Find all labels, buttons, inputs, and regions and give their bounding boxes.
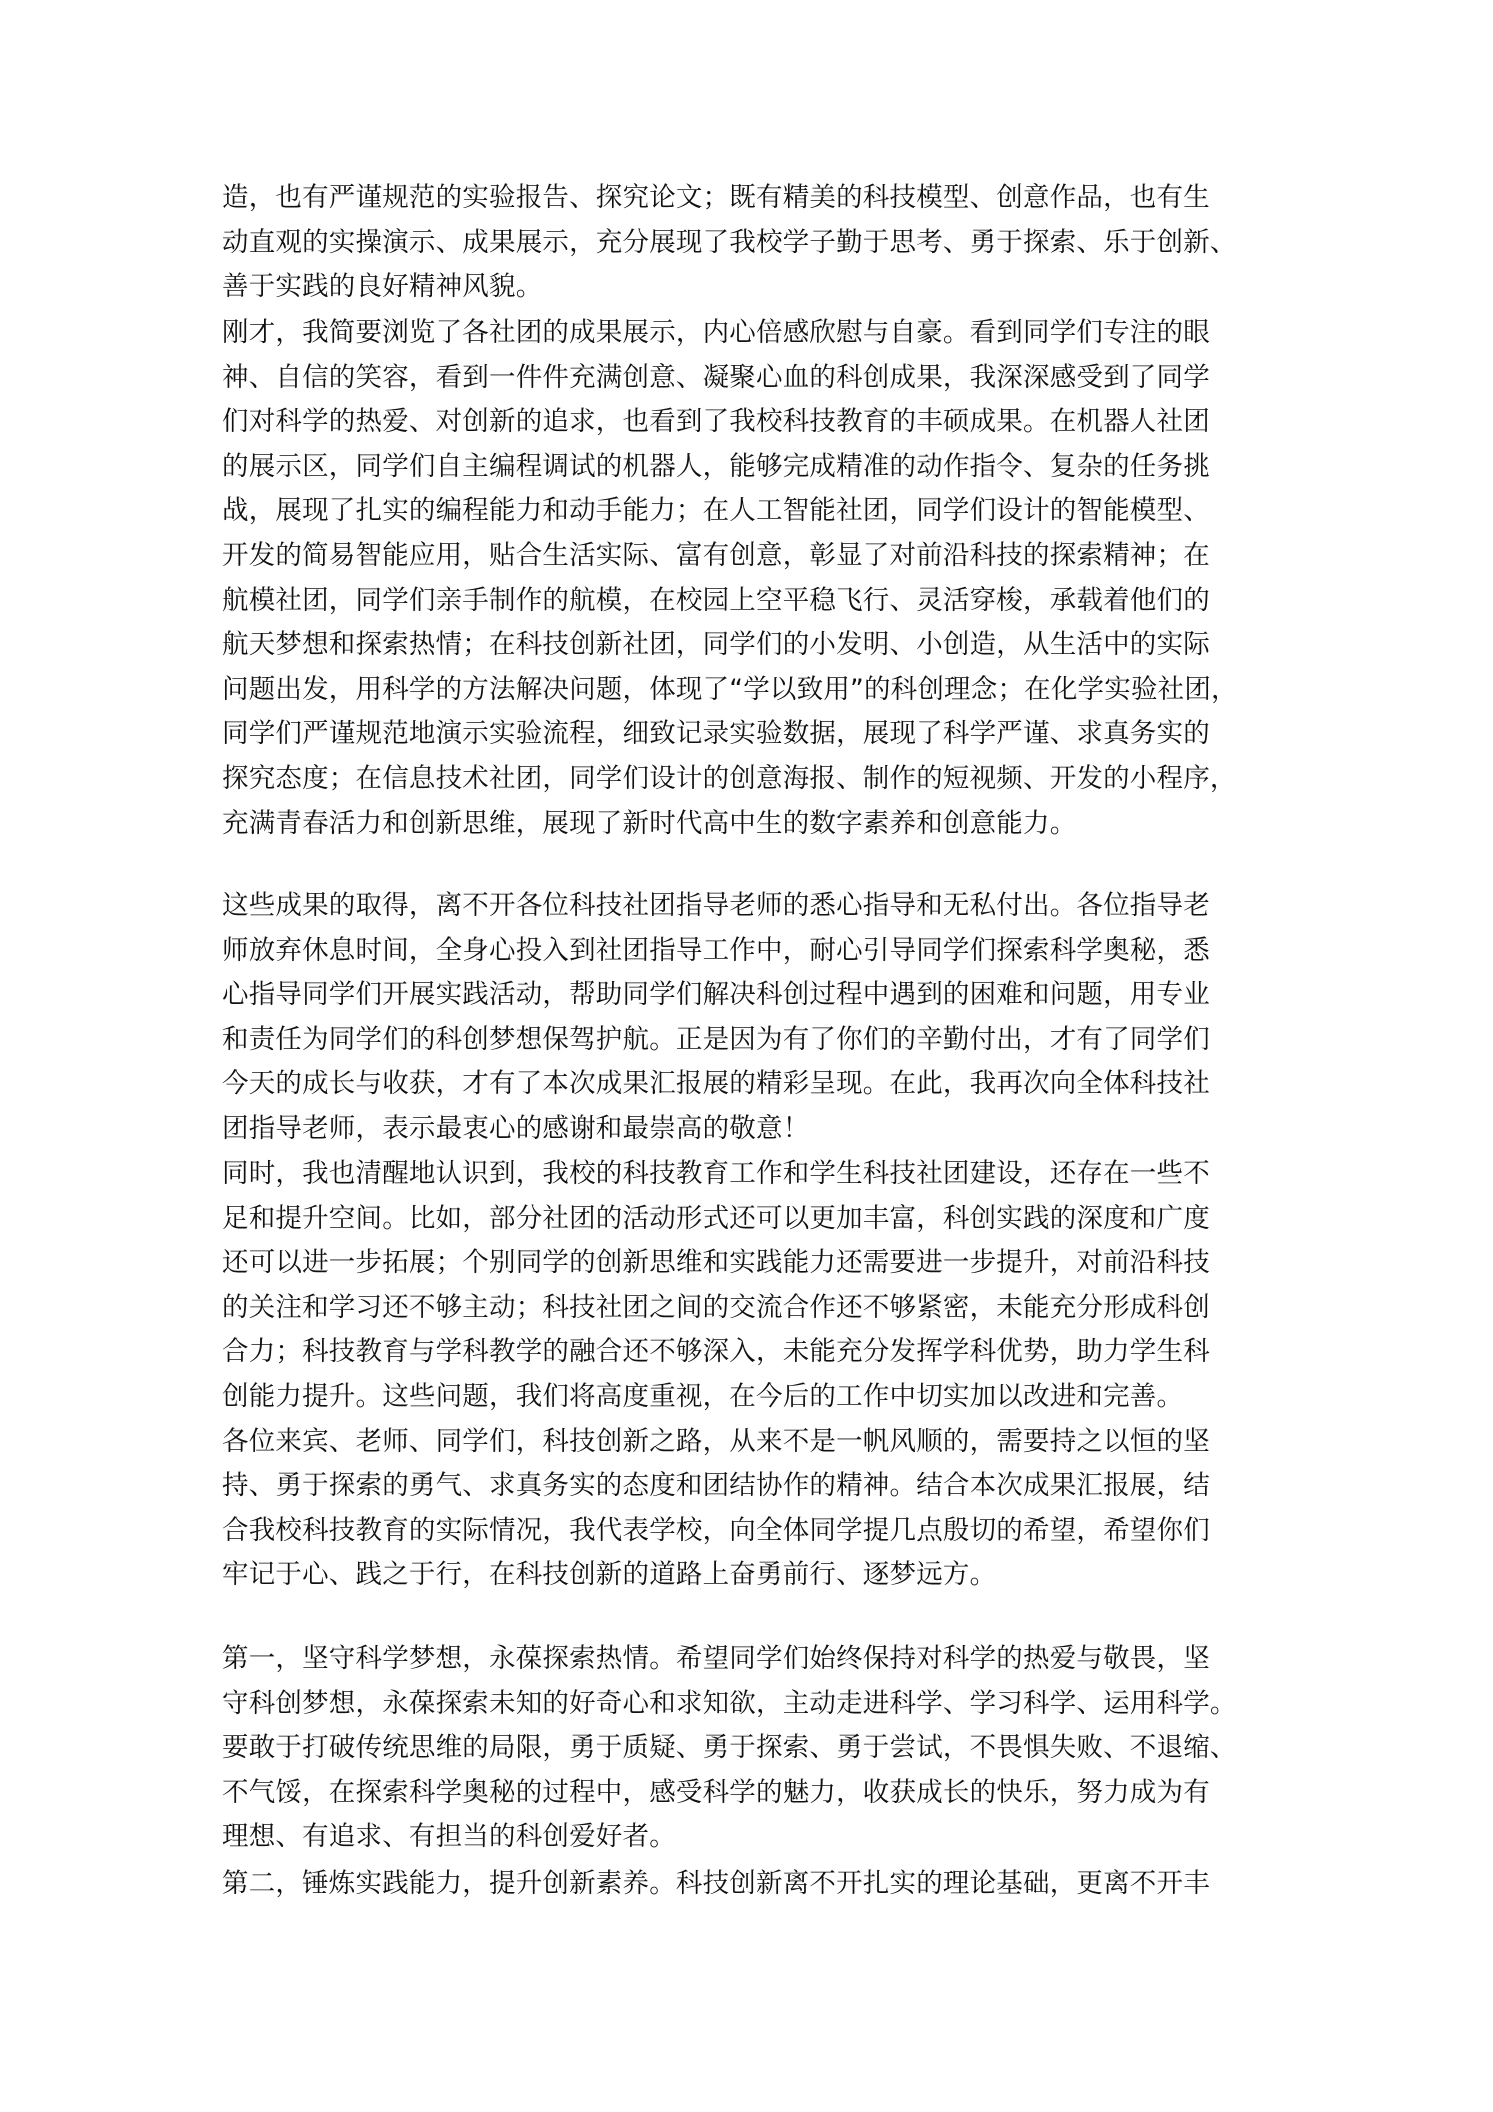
text-line: 航模社团，同学们亲手制作的航模，在校园上空平稳飞行、灵活穿梭，承载着他们的	[222, 584, 1210, 616]
text-line: 造，也有严谨规范的实验报告、探究论文；既有精美的科技模型、创意作品，也有生	[222, 182, 1210, 213]
text-line: 充满青春活力和创新思维，展现了新时代高中生的数字素养和创意能力。	[222, 807, 1077, 839]
text-line: 团指导老师，表示最衷心的感谢和最崇高的敬意！	[222, 1112, 810, 1144]
text-line: 同学们严谨规范地演示实验流程，细致记录实验数据，展现了科学严谨、求真务实的	[222, 718, 1210, 750]
text-line: 开发的简易智能应用，贴合生活实际、富有创意，彰显了对前沿科技的探索精神；在	[222, 539, 1210, 571]
paragraph-6	[222, 1862, 1292, 1907]
text-line: 航天梦想和探索热情；在科技创新社团，同学们的小发明、小创造，从生活中的实际	[222, 629, 1210, 661]
text-line: 第二，锤炼实践能力，提升创新素养。科技创新离不开扎实的理论基础，更离不开丰	[222, 1868, 1210, 1899]
text-line: 合力；科技教育与学科教学的融合还不够深入，未能充分发挥学科优势，助力学生科	[222, 1336, 1210, 1368]
text-line: 动直观的实操演示、成果展示，充分展现了我校学子勤于思考、勇于探索、乐于创新、	[222, 226, 1237, 258]
paragraph-4	[222, 1152, 1292, 1598]
text-line: 的展示区，同学们自主编程调试的机器人，能够完成精准的动作指令、复杂的任务挑	[222, 450, 1210, 482]
text-line: 还可以进一步拓展；个别同学的创新思维和实践能力还需要进一步提升，对前沿科技	[222, 1247, 1210, 1279]
text-line: 的关注和学习还不够主动；科技社团之间的交流合作还不够紧密，未能充分形成科创	[222, 1291, 1210, 1323]
text-line: 不气馁，在探索科学奥秘的过程中，感受科学的魅力，收获成长的快乐，努力成为有	[222, 1776, 1210, 1808]
paragraph-2	[222, 311, 1292, 846]
paragraph-1	[222, 176, 1292, 310]
text-line: 创能力提升。这些问题，我们将高度重视，在今后的工作中切实加以改进和完善。	[222, 1380, 1184, 1412]
text-line: 和责任为同学们的科创梦想保驾护航。正是因为有了你们的辛勤付出，才有了同学们	[222, 1023, 1210, 1055]
text-line: 各位来宾、老师、同学们，科技创新之路，从来不是一帆风顺的，需要持之以恒的坚	[222, 1425, 1210, 1457]
text-line: 同时，我也清醒地认识到，我校的科技教育工作和学生科技社团建设，还存在一些不	[222, 1158, 1210, 1189]
text-line: 理想、有追求、有担当的科创爱好者。	[222, 1821, 676, 1853]
text-line: 探究态度；在信息技术社团，同学们设计的创意海报、制作的短视频、开发的小程序，	[222, 762, 1237, 794]
paragraph-5	[222, 1637, 1292, 1860]
text-line: 心指导同学们开展实践活动，帮助同学们解决科创过程中遇到的困难和问题，用专业	[222, 979, 1210, 1011]
text-line: 持、勇于探索的勇气、求真务实的态度和团结协作的精神。结合本次成果汇报展，结	[222, 1470, 1210, 1502]
text-line: 神、自信的笑容，看到一件件充满创意、凝聚心血的科创成果，我深深感受到了同学	[222, 361, 1210, 393]
text-line: 这些成果的取得，离不开各位科技社团指导老师的悉心指导和无私付出。各位指导老	[222, 890, 1210, 921]
text-line: 要敢于打破传统思维的局限，勇于质疑、勇于探索、勇于尝试，不畏惧失败、不退缩、	[222, 1732, 1237, 1764]
text-line: 战，展现了扎实的编程能力和动手能力；在人工智能社团，同学们设计的智能模型、	[222, 495, 1210, 527]
text-line: 牢记于心、践之于行，在科技创新的道路上奋勇前行、逐梦远方。	[222, 1559, 997, 1591]
text-line: 问题出发，用科学的方法解决问题，体现了“学以致用”的科创理念；在化学实验社团，	[222, 673, 1238, 705]
text-line: 师放弃休息时间，全身心投入到社团指导工作中，耐心引导同学们探索科学奥秘，悉	[222, 934, 1210, 966]
paragraph-3	[222, 884, 1292, 1152]
text-line: 们对科学的热爱、对创新的追求，也看到了我校科技教育的丰硕成果。在机器人社团	[222, 406, 1210, 438]
text-line: 第一，坚守科学梦想，永葆探索热情。希望同学们始终保持对科学的热爱与敬畏，坚	[222, 1643, 1210, 1674]
text-line: 守科创梦想，永葆探索未知的好奇心和求知欲，主动走进科学、学习科学、运用科学。	[222, 1687, 1237, 1719]
text-line: 刚才，我简要浏览了各社团的成果展示，内心倍感欣慰与自豪。看到同学们专注的眼	[222, 317, 1210, 348]
text-line: 善于实践的良好精神风貌。	[222, 271, 543, 303]
text-line: 合我校科技教育的实际情况，我代表学校，向全体同学提几点殷切的希望，希望你们	[222, 1514, 1210, 1546]
text-line: 足和提升空间。比如，部分社团的活动形式还可以更加丰富，科创实践的深度和广度	[222, 1202, 1210, 1234]
text-line: 今天的成长与收获，才有了本次成果汇报展的精彩呈现。在此，我再次向全体科技社	[222, 1068, 1210, 1100]
